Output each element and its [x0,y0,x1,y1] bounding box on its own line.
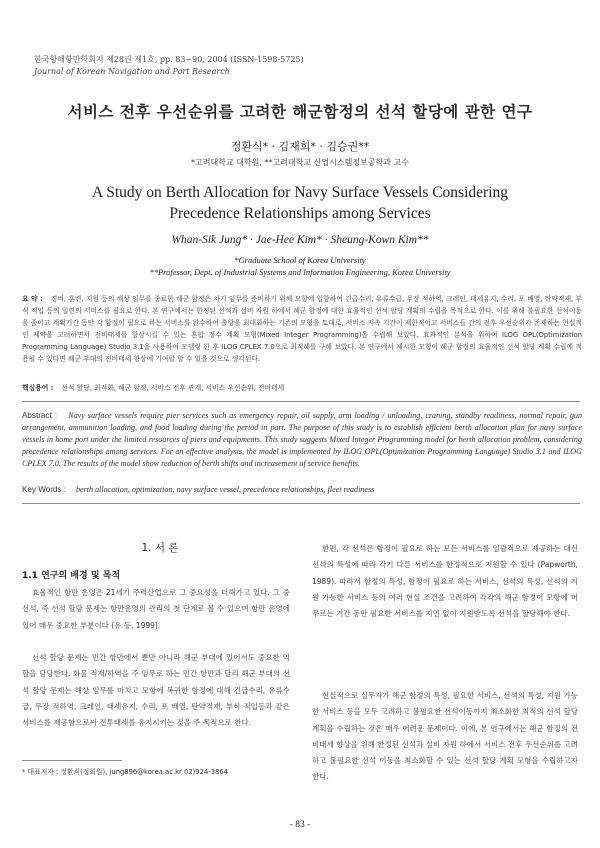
footnote-rule [22,760,122,761]
journal-citation: 한국항해항만학회지 제28권 제1호, pp. 83~90, 2004 (ISSN-1598-5725) [34,55,304,64]
keywords-korean-text: 선석 할당, 최적화, 해군 함정, 서비스 전후 관계, 서비스 우선순위, 전비태세 [61,384,285,392]
divider [22,401,580,402]
abstract-english-text: Navy surface vessels require pier services such as emergency repair, oil supply, arm loading / unloading, craning, standby readiness, normal repair, gun arrangement, ammunition loading, and food loading during the period in port. The purpose of this study is to establish efficient berth allocation plan for navy surface vessels in home port under the limited resources of piers and equipments. This study suggests Mixed Integer Programming model for berth allocation problem, considering precedence relationships among services. For an effective analysis, the model is implemented by ILOG OPL(Optimization Programming Language) Studio 3.1 and ILOG CPLEX 7.0. The results of the model show reduction of berth shifts and increasement of service benefits. [22,411,583,468]
authors-english: Whan-Sik Jung* · Jae-Hee Kim* · Sheung-Kown Kim** [171,234,429,246]
body-paragraph-right-1 [312,541,578,622]
abstract-korean [22,293,582,365]
body-paragraph-left-1 [22,585,290,634]
title-english-line1: A Study on Berth Allocation for Navy Surface Vessels Considering [91,184,508,201]
divider [22,503,580,504]
journal-name-en: Journal of Korean Navigation and Port Research [34,67,230,76]
abstract-korean-label: 요 약 : [22,295,43,303]
keywords-english-text: berth allocation, optimization, navy surface vessel, precedence relationships, fleet readiness [75,485,375,494]
abstract-english [22,410,582,470]
affiliation-english-line2: **Professor, Dept. of Industrial Systems and Information Engineering, Korea University [149,267,451,277]
footnote: * 대표저자 : 정환식(정회원), jung896@korea.ac.kr 02)924-3864 [22,768,229,776]
body-paragraph-right-2 [312,688,578,786]
journal-header [34,54,304,78]
title-korean: 서비스 전후 우선순위를 고려한 해군함정의 선석 할당에 관한 연구 [67,103,533,121]
section-heading: 1. 서 론 [141,542,179,554]
authors-korean: 정환식* · 김재희* · 김승권** [230,140,370,153]
abstract-korean-text: 경비, 훈련, 지원 등의 해상 임무를 종료한 해군 함정은 차기 임무를 준비하기 위해 모항에 입항하여 긴급수리, 유류수급, 무장 적하역, 크레인, 태세유지, 수리, 포 배열, 탄약적재, 부식 적입 등의 일련의 서비스를 필요로 한다. 본 연구에서는 한정된 선석과 설비 자원 하에서 해군 함정에 대한 효율적인 선석 할당 계획의 수립을 목적으로 한다. 이를 위해 불필요한 선석이동을 줄이고 계획기간 동안 각 함정이 필요로 하는 서비스를 완수하여 출항을 최대화하는 기존의 모형을 토대로, 서비스 지속 기간이 제한적이고 서비스들 간의 전후 우선순위가 존재하는 현실적인 제약을 고려하면서 전비태세를 향상시킬 수 있는 혼합 정수 계획 모형(Mixed Integer Programming)을 수립해 보았다. 효과적인 분석을 위하여 ILOG OPL(Optimization Programming Language) Studio 3.1을 사용하여 모델링 한 후 ILOG CPLEX 7.0으로 최적해를 구해 보았다. 본 연구에서 제시한 모형이 해군 함정의 효율적인 선석 할당 계획 수립에 적용될 수 있다면 해군 부대의 전비태세 향상에 기여할 할 수 있을 것으로 생각된다. [22,295,582,363]
body-paragraph-left-2 [22,650,290,731]
paragraph-text: 효율적인 항만 운영은 21세기 주력산업으로 그 중요성을 더해가고 있다. 그 중 선석, 즉 선석 할당 문제는 항만운영의 관리의 첫 단계로 볼 수 있으며 항만 운영에 있어 매우 중요한 부분이다 (유 등, 1999). [22,588,290,630]
title-english-line2: Precedence Relationships among Services [169,205,431,222]
affiliation-english-line1: *Graduate School of Korea University [234,255,366,265]
paragraph-text: 선석 할당 문제는 민간 항만에서 뿐만 아니라 해군 부대에 있어서도 중요한 역할을 담당한다. 화물 적재/하역을 주 임무로 하는 민간 항만과 달리 해군 부대의 선석 할당 문제는 해상 임무를 마치고 모항에 복귀한 함정에 대해 긴급수리, 유류수급, 무장 적하역, 크레인, 태세유지, 수리, 포 배열, 탄약적재, 부식 적입등과 같은 서비스를 제공함으로써 전투태세를 유지시키는 것을 주 목적으로 한다. [22,653,290,728]
abstract-english-label: Abstract : [22,411,58,420]
page-number: - 83 - [289,820,311,830]
paragraph-text: 한편, 각 선석은 함정이 필요로 하는 모든 서비스를 일괄적으로 제공하는 대신 선석의 특성에 따라 각기 다른 서비스를 한정적으로 지원할 수 있다 (Papworth, 1989). 따라서 함정의 특성, 함정이 필요로 하는 서비스, 선석의 특성, 선석의 지원 가능한 서비스 등의 여러 현실 조건을 고려하여 각각의 해군 함정이 모항에 머무르는 기간 동안 필요한 서비스를 지연 없이 지원받도록 선석을 할당해야 한다. [312,544,578,619]
keywords-english-label: Key Words : [22,485,66,494]
affiliation-korean: *고려대학교 대학원, **고려대학교 산업시스템정보공학과 교수 [191,158,409,167]
keywords-english [22,485,582,494]
title-english [40,182,560,224]
paragraph-text: 현실적으로 실무자가 해군 함정의 특성, 필요한 서비스, 선석의 특성, 지원 가능한 서비스 등을 모두 고려하고 불필요한 선석이동까지 최소화한 최적의 선석 할당 계획을 수립하는 것은 매우 어려운 문제이다. 이에, 본 연구에서는 해군 함정의 전비태세 향상을 위해 한정된 선석과 설비 자원 하에서 서비스 전후 우선순위를 고려하고 불필요한 선석 이동을 최소화할 수 있는 선석 할당 계획 모형을 수립하고자 한다. [312,691,578,782]
keywords-korean [22,382,582,392]
subsection-heading: 1.1 연구의 배경 및 목적 [22,571,121,581]
keywords-korean-label: 핵심용어 : [22,384,54,392]
affiliation-english [0,254,600,278]
